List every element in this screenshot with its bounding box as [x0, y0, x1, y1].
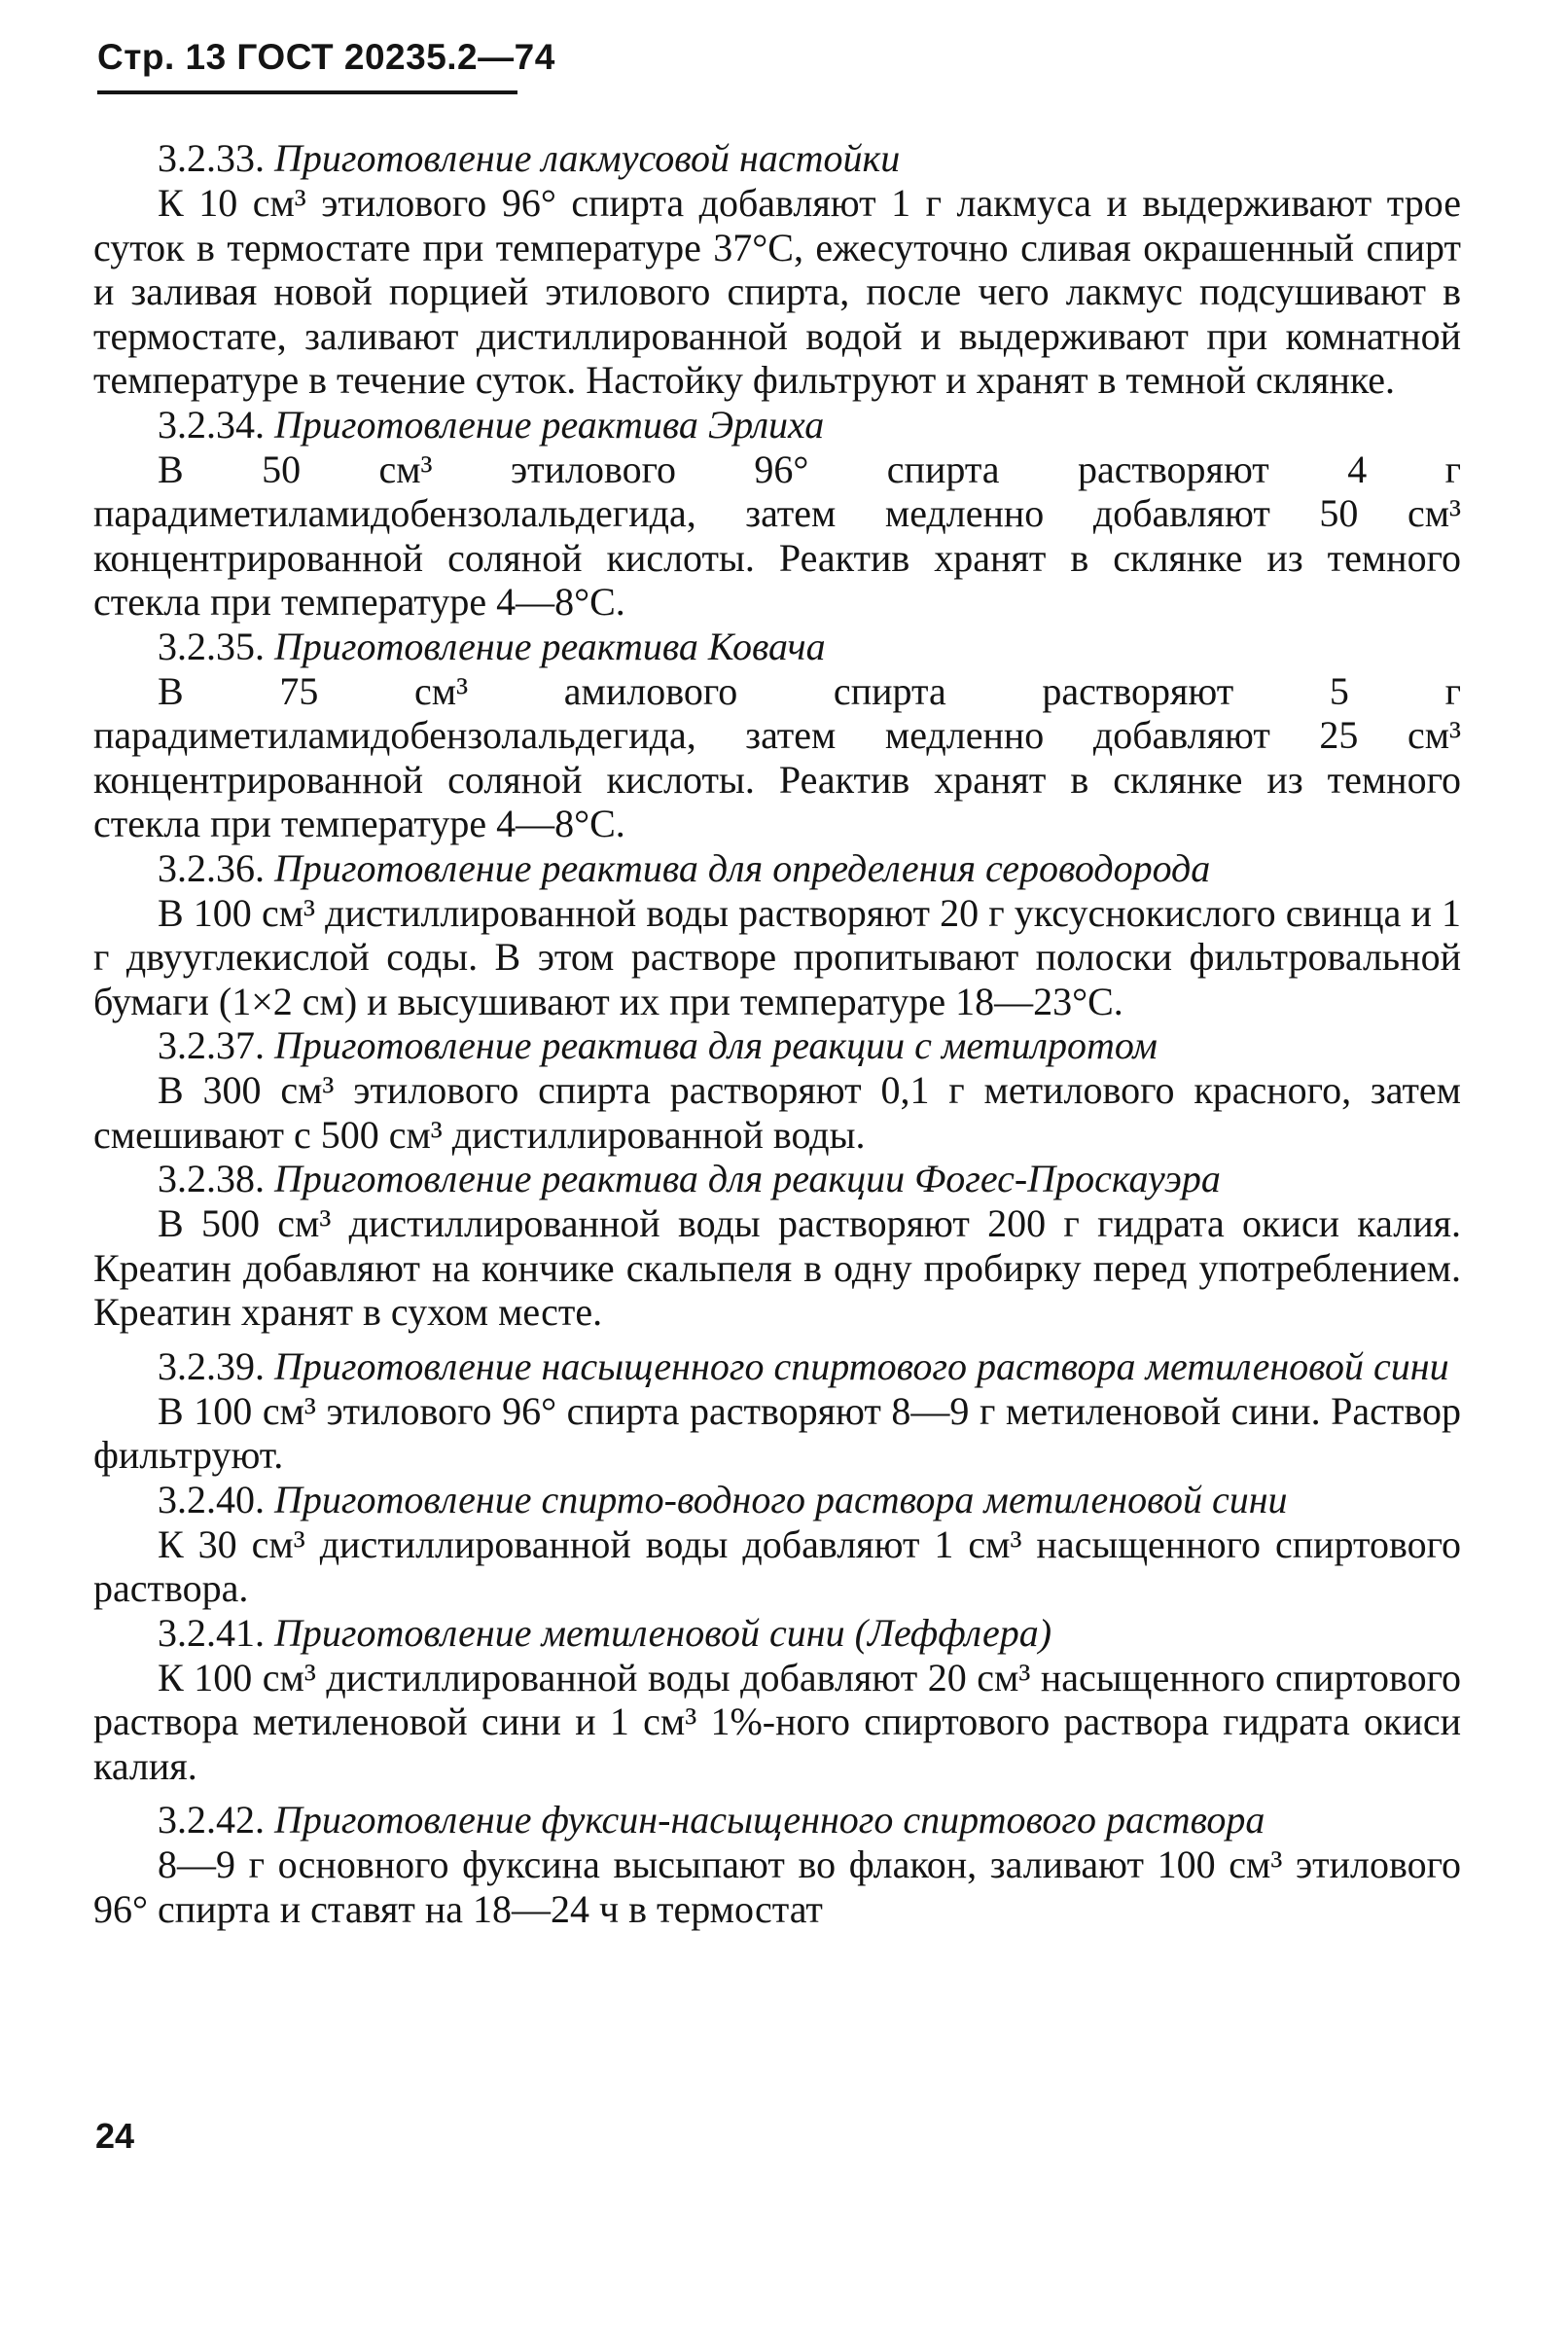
- section-3-2-33: [93, 136, 1461, 403]
- document-body: [93, 136, 1461, 1931]
- section-heading: Приготовление реактива Эрлиха: [274, 402, 825, 447]
- section-body: В 50 см³ этилового 96° спирта растворяют 4 г парадиметиламидобензолальдегида, затем медленно добавляют 50 см³ концентрированной соляной кислоты. Реактив хранят в склянке из темного стекла при температуре 4—8°C.: [93, 447, 1461, 624]
- section-title: [93, 1798, 1461, 1842]
- section-3-2-41: [93, 1611, 1461, 1789]
- section-title: [93, 403, 1461, 447]
- section-heading: Приготовление реактива Ковача: [274, 624, 826, 668]
- section-heading: Приготовление спирто-водного раствора метиленовой сини: [274, 1477, 1288, 1521]
- section-number: 3.2.35.: [158, 624, 265, 668]
- section-number: 3.2.39.: [158, 1343, 265, 1388]
- page-number: 24: [95, 2116, 135, 2156]
- section-3-2-37: [93, 1023, 1461, 1157]
- section-title: [93, 1611, 1461, 1656]
- spacer: [93, 1788, 1461, 1798]
- section-number: 3.2.42.: [158, 1798, 265, 1842]
- section-3-2-40: [93, 1478, 1461, 1611]
- section-title: [93, 1023, 1461, 1068]
- section-body: 8—9 г основного фуксина высыпают во флакон, заливают 100 см³ этилового 96° спирта и ставят на 18—24 ч в термостат: [93, 1842, 1461, 1931]
- page-header: Стр. 13 ГОСТ 20235.2—74: [97, 37, 555, 77]
- section-body: К 30 см³ дистиллированной воды добавляют 1 см³ насыщенного спиртового раствора.: [93, 1521, 1461, 1610]
- section-body: В 100 см³ дистиллированной воды растворяют 20 г уксуснокислого свинца и 1 г двууглекислой соды. В этом растворе пропитывают полоски фильтровальной бумаги (1×2 см) и высушивают их при температуре 18—23°C.: [93, 890, 1461, 1023]
- section-title: [93, 846, 1461, 891]
- section-3-2-38: [93, 1157, 1461, 1335]
- section-number: 3.2.40.: [158, 1477, 265, 1521]
- section-heading: Приготовление насыщенного спиртового раствора метиленовой сини: [274, 1343, 1449, 1388]
- section-3-2-42: [93, 1798, 1461, 1931]
- section-number: 3.2.38.: [158, 1157, 265, 1200]
- section-body: К 10 см³ этилового 96° спирта добавляют 1 г лакмуса и выдерживают трое суток в термостате при температуре 37°C, ежесуточно сливая окрашенный спирт и заливая новой порцией этилового спирта, после чего лакмус подсушивают в термостате, заливают дистиллированной водой и выдерживают при комнатной температуре в течение суток. Настойку фильтруют и хранят в темной склянке.: [93, 181, 1461, 402]
- section-3-2-35: [93, 625, 1461, 846]
- section-title: [93, 136, 1461, 181]
- header-rule: [97, 90, 517, 94]
- section-3-2-34: [93, 403, 1461, 625]
- section-body: В 500 см³ дистиллированной воды растворяют 200 г гидрата окиси калия. Креатин добавляют на кончике скальпеля в одну пробирку перед употреблением. Креатин хранят в сухом месте.: [93, 1201, 1461, 1334]
- spacer: [93, 1335, 1461, 1344]
- section-title: [93, 1478, 1461, 1522]
- section-heading: Приготовление реактива для определения сероводорода: [274, 845, 1211, 890]
- section-number: 3.2.34.: [158, 402, 265, 447]
- section-title: [93, 1344, 1461, 1389]
- section-title: [93, 1157, 1461, 1201]
- section-number: 3.2.37.: [158, 1023, 265, 1067]
- section-body: К 100 см³ дистиллированной воды добавляют 20 см³ насыщенного спиртового раствора метиленовой сини и 1 см³ 1%-ного спиртового раствора гидрата окиси калия.: [93, 1655, 1461, 1788]
- section-3-2-39: [93, 1344, 1461, 1478]
- section-body: В 100 см³ этилового 96° спирта растворяют 8—9 г метиленовой сини. Раствор фильтруют.: [93, 1388, 1461, 1477]
- section-title: [93, 625, 1461, 669]
- section-number: 3.2.41.: [158, 1610, 265, 1655]
- section-number: 3.2.36.: [158, 845, 265, 890]
- section-heading: Приготовление лакмусовой настойки: [274, 136, 901, 180]
- section-heading: Приготовление метиленовой сини (Леффлера): [274, 1610, 1052, 1655]
- section-heading: Приготовление фуксин-насыщенного спиртового раствора: [274, 1798, 1265, 1842]
- section-number: 3.2.33.: [158, 136, 265, 180]
- section-body: В 300 см³ этилового спирта растворяют 0,1 г метилового красного, затем смешивают с 500 см³ дистиллированной воды.: [93, 1068, 1461, 1157]
- section-heading: Приготовление реактива для реакции Фогес-Проскауэра: [274, 1157, 1221, 1200]
- section-body: В 75 см³ амилового спирта растворяют 5 г парадиметиламидобензолальдегида, затем медленно добавляют 25 см³ концентрированной соляной кислоты. Реактив хранят в склянке из темного стекла при температуре 4—8°C.: [93, 668, 1461, 845]
- section-heading: Приготовление реактива для реакции с метилротом: [274, 1023, 1158, 1067]
- section-3-2-36: [93, 846, 1461, 1024]
